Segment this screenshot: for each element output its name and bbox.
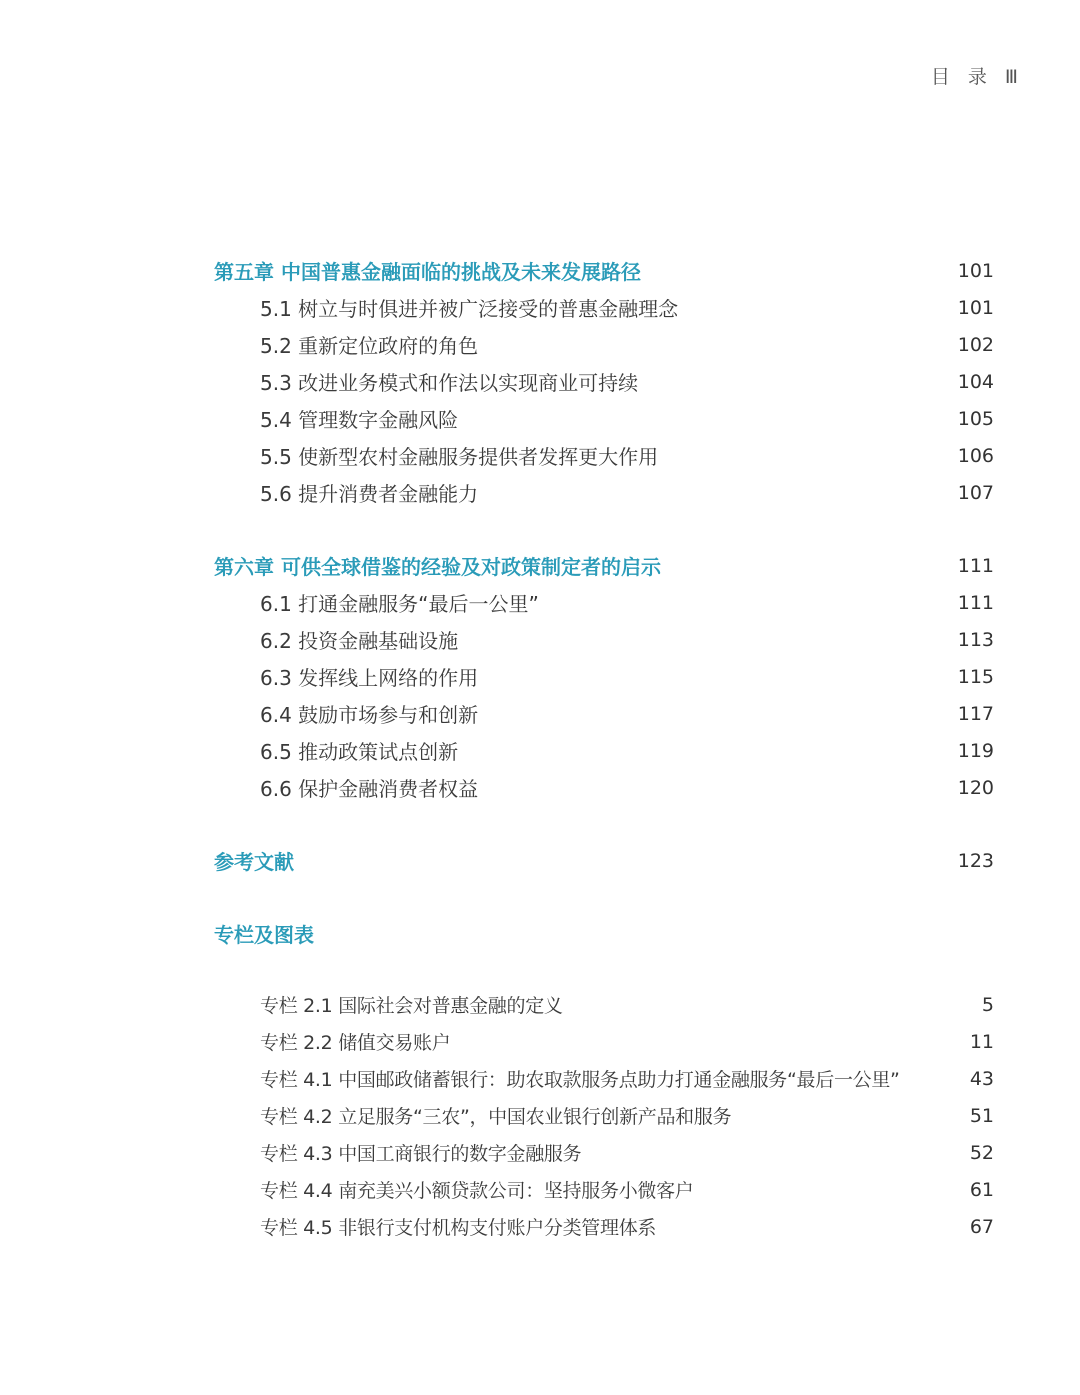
page-number: 115 [957, 665, 994, 688]
entry-title: 6.4 鼓励市场参与和创新 [260, 703, 479, 727]
references-section [214, 842, 994, 879]
sidebar-entry[interactable] [214, 986, 994, 1023]
entry-title: 6.2 投资金融基础设施 [260, 629, 459, 653]
chapter-6-section [214, 547, 994, 806]
chapter-5-heading[interactable] [214, 252, 994, 289]
toc-entry[interactable] [214, 326, 994, 363]
page-number: 111 [957, 591, 994, 614]
page-number: 104 [957, 370, 994, 393]
page-number: 52 [969, 1141, 994, 1164]
entry-title: 5.3 改进业务模式和作法以实现商业可持续 [260, 371, 639, 395]
page-number: 113 [957, 628, 994, 651]
toc-entry[interactable] [214, 695, 994, 732]
sidebar-entry[interactable] [214, 1171, 994, 1208]
sidebar-entry[interactable] [214, 1060, 994, 1097]
page-number: 61 [969, 1178, 994, 1201]
references-title: 参考文献 [214, 850, 294, 874]
page-number: 119 [957, 739, 994, 762]
page-number: 101 [957, 296, 994, 319]
references-heading[interactable] [214, 842, 994, 879]
page-number: 5 [981, 993, 994, 1016]
entry-title: 5.1 树立与时俱进并被广泛接受的普惠金融理念 [260, 297, 679, 321]
entry-title: 5.4 管理数字金融风险 [260, 408, 459, 432]
sidebar-entry[interactable] [214, 1208, 994, 1245]
page-number: 101 [957, 259, 994, 282]
toc-entry[interactable] [214, 363, 994, 400]
page-number: 51 [969, 1104, 994, 1127]
toc-entry[interactable] [214, 769, 994, 806]
entry-title: 专栏 4.2 立足服务“三农”，中国农业银行创新产品和服务 [260, 1106, 732, 1128]
entry-title: 专栏 4.1 中国邮政储蓄银行：助农取款服务点助力打通金融服务“最后一公里” [260, 1069, 900, 1091]
page-number: 120 [957, 776, 994, 799]
chapter-6-heading[interactable] [214, 547, 994, 584]
page-number: 107 [957, 481, 994, 504]
toc-entry[interactable] [214, 732, 994, 769]
toc-entry[interactable] [214, 289, 994, 326]
page-number: 102 [957, 333, 994, 356]
sidebar-entry[interactable] [214, 1023, 994, 1060]
page-number: 111 [957, 554, 994, 577]
sidebars-heading [214, 915, 994, 952]
chapter-5-section [214, 252, 994, 511]
toc-entry[interactable] [214, 400, 994, 437]
chapter-title: 第六章 可供全球借鉴的经验及对政策制定者的启示 [214, 555, 661, 579]
entry-title: 6.3 发挥线上网络的作用 [260, 666, 479, 690]
entry-title: 5.2 重新定位政府的角色 [260, 334, 479, 358]
page-header: 目 录 Ⅲ [930, 66, 1024, 88]
sidebars-section [214, 915, 994, 1245]
toc-entry[interactable] [214, 658, 994, 695]
entry-title: 5.6 提升消费者金融能力 [260, 482, 479, 506]
toc-entry[interactable] [214, 621, 994, 658]
table-of-contents [214, 252, 994, 1281]
sidebars-title: 专栏及图表 [214, 923, 314, 947]
entry-title: 6.6 保护金融消费者权益 [260, 777, 479, 801]
chapter-title: 第五章 中国普惠金融面临的挑战及未来发展路径 [214, 260, 641, 284]
page-number: 105 [957, 407, 994, 430]
sidebar-entry[interactable] [214, 1097, 994, 1134]
entry-title: 专栏 2.1 国际社会对普惠金融的定义 [260, 995, 563, 1017]
entry-title: 专栏 2.2 储值交易账户 [260, 1032, 451, 1054]
entry-title: 专栏 4.5 非银行支付机构支付账户分类管理体系 [260, 1217, 657, 1239]
page-number: 117 [957, 702, 994, 725]
entry-title: 专栏 4.4 南充美兴小额贷款公司：坚持服务小微客户 [260, 1180, 694, 1202]
sidebar-entry[interactable] [214, 1134, 994, 1171]
page-number: 11 [969, 1030, 994, 1053]
page-number: 43 [969, 1067, 994, 1090]
page-number: 67 [969, 1215, 994, 1238]
toc-entry[interactable] [214, 474, 994, 511]
entry-title: 5.5 使新型农村金融服务提供者发挥更大作用 [260, 445, 659, 469]
page-number: 123 [957, 849, 994, 872]
entry-title: 专栏 4.3 中国工商银行的数字金融服务 [260, 1143, 582, 1165]
page-number: 106 [957, 444, 994, 467]
spacer [214, 952, 994, 986]
entry-title: 6.5 推动政策试点创新 [260, 740, 459, 764]
entry-title: 6.1 打通金融服务“最后一公里” [260, 592, 539, 616]
toc-entry[interactable] [214, 584, 994, 621]
toc-entry[interactable] [214, 437, 994, 474]
